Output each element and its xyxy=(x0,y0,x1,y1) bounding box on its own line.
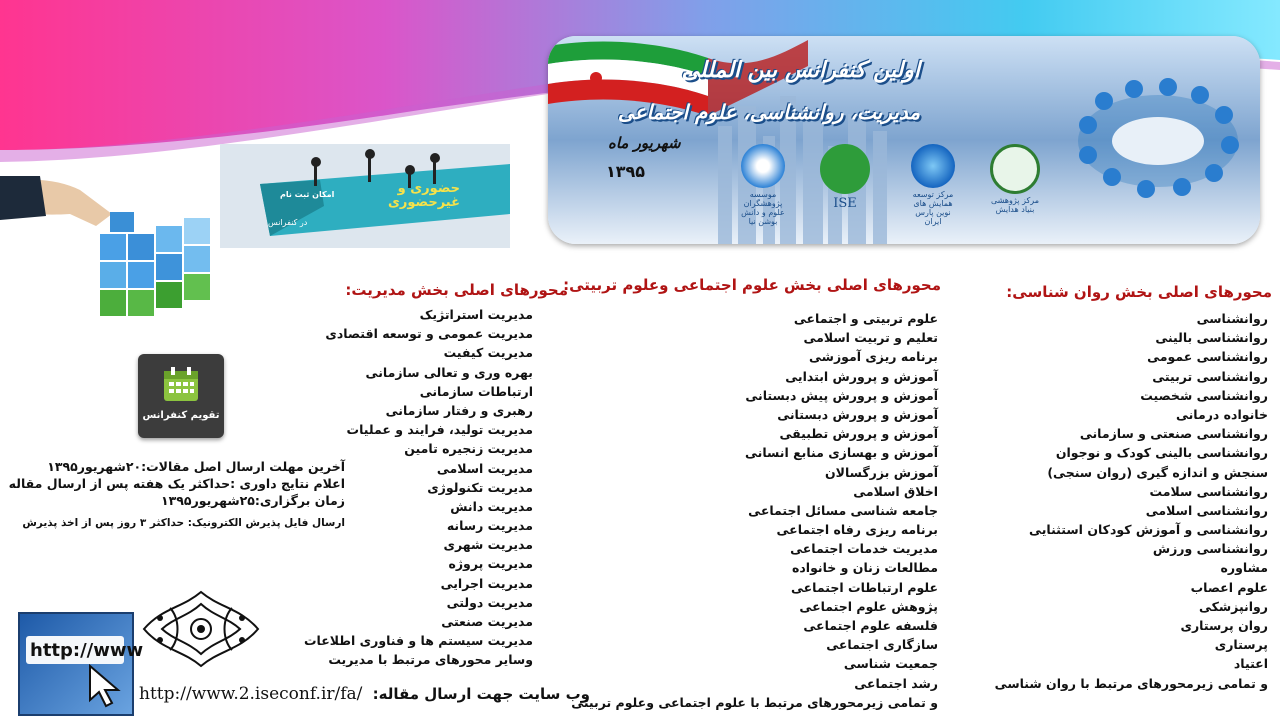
list-item: مدیریت صنعتی xyxy=(441,614,533,629)
list-item: روانپزشکی xyxy=(1198,598,1268,614)
psychology-topic-list xyxy=(995,309,1268,693)
conference-calendar-tile[interactable] xyxy=(138,354,224,438)
list-item: جامعه شناسی مسائل اجتماعی xyxy=(748,502,938,518)
ornament-image xyxy=(140,588,262,670)
list-item: رهبری و رفتار سازمانی xyxy=(385,402,533,418)
logo-hedayesh-text: مرکز پژوهشی بنیاد هدایش xyxy=(991,196,1039,214)
list-item: مدیریت تولید، فرایند و عملیات xyxy=(346,422,533,438)
flower-icon xyxy=(741,144,785,188)
sign-tail: در کنفرانس xyxy=(268,218,308,227)
logo-pars-text: مرکز توسعه همایش های نوین پارس ایران xyxy=(912,190,954,226)
list-item: روانشناسی ورزش xyxy=(1152,541,1268,557)
list-item: آموزش و پرورش دبستانی xyxy=(777,406,938,422)
sign-line1: حضوری xyxy=(410,181,460,196)
list-item: روانشناسی بالینی کودک و نوجوان xyxy=(1055,445,1268,461)
sign-line2: غیرحضوری xyxy=(387,195,460,210)
list-item: پرستاری xyxy=(1214,637,1268,653)
conference-title-line1: اولین کنفرانس بین المللی xyxy=(681,58,920,83)
hand-with-cubes-image xyxy=(0,176,215,328)
list-item: مدیریت دانش xyxy=(450,498,533,514)
list-item: مدیریت پروژه xyxy=(448,556,533,572)
list-item: علوم اعصاب xyxy=(1190,579,1268,595)
psychology-section-title: محورهای اصلی بخش روان شناسی: xyxy=(1006,283,1272,301)
sign-conj: و xyxy=(397,181,406,196)
list-item: رشد اجتماعی xyxy=(854,675,938,691)
review-text: اعلام نتایج داوری :حداکثر یک هفته پس از ارسال مقاله xyxy=(8,476,345,491)
list-item: مدیریت خدمات اجتماعی xyxy=(790,541,938,557)
list-item: علوم تربیتی و اجتماعی xyxy=(793,311,938,326)
list-item: مدیریت زنجیره تامین xyxy=(404,441,533,457)
list-item: مدیریت دولتی xyxy=(446,594,533,610)
list-item: روانشناسی اسلامی xyxy=(1145,502,1268,518)
list-item: مدیریت شهری xyxy=(443,537,533,553)
list-item: جمعیت شناسی xyxy=(843,656,938,672)
burst-icon xyxy=(911,144,955,188)
list-item: مدیریت استراتژیک xyxy=(419,307,533,322)
logo-institute-text: موسسه پژوهشگران علوم و دانش بوشن نیا xyxy=(741,190,785,226)
list-item: تعلیم و تربیت اسلامی xyxy=(803,330,938,346)
list-item: روانشناسی صنعتی و سازمانی xyxy=(1079,426,1268,442)
conference-month: شهریور ماه xyxy=(608,134,681,152)
list-item: برنامه ریزی رفاه اجتماعی xyxy=(776,522,938,538)
list-item: فلسفه علوم اجتماعی xyxy=(803,618,938,633)
ise-icon xyxy=(820,144,870,194)
globe-icon xyxy=(990,144,1040,194)
conference-year: ۱۳۹۵ xyxy=(606,162,646,181)
list-item: اخلاق اسلامی xyxy=(853,483,938,499)
list-item: مدیریت کیفیت xyxy=(443,345,533,361)
list-item: مدیریت اجرایی xyxy=(440,575,533,591)
list-item: آموزش و پرورش ابتدایی xyxy=(785,368,938,384)
list-item: مدیریت سیستم ها و فناوری اطلاعات xyxy=(303,633,533,649)
website-label: وب سایت جهت ارسال مقاله: xyxy=(372,685,590,703)
sign-note: امکان ثبت نام xyxy=(280,190,335,199)
list-item: اعتیاد xyxy=(1233,656,1268,672)
list-item: و تمامی زیرمحورهای مرتبط با علوم اجتماعی وعلوم تربیتی xyxy=(571,694,938,710)
logo-ise xyxy=(810,144,880,224)
list-item: روانشناسی بالینی xyxy=(1155,330,1268,346)
list-item: وسایر محورهای مرتبط با مدیریت xyxy=(328,652,533,668)
list-item: آموزش و پرورش تطبیقی xyxy=(779,426,938,442)
list-item: آموزش و بهسازی منابع انسانی xyxy=(745,445,938,461)
list-item: مدیریت اسلامی xyxy=(436,460,533,476)
list-item: روانشناسی شخصیت xyxy=(1140,387,1268,403)
calendar-label: تقویم کنفرانس xyxy=(142,410,220,421)
list-item: و تمامی زیرمحورهای مرتبط با روان شناسی xyxy=(994,675,1268,691)
logo-institute xyxy=(728,144,798,224)
list-item: سنجش و اندازه گیری (روان سنجی) xyxy=(1047,464,1268,480)
list-item: آموزش بزرگسالان xyxy=(825,464,938,480)
conference-banner xyxy=(548,36,1260,244)
cursor-icon xyxy=(86,664,126,708)
list-item: روانشناسی عمومی xyxy=(1147,349,1268,365)
deadline-text: آخرین مهلت ارسال اصل مقالات:۲۰شهریور۱۳۹۵ xyxy=(47,459,345,474)
list-item: بهره وری و تعالی سازمانی xyxy=(365,364,533,380)
list-item: مطالعات زنان و خانواده xyxy=(791,560,938,576)
list-item: مدیریت عمومی و توسعه اقتصادی xyxy=(325,326,533,342)
list-item: روان پرستاری xyxy=(1180,618,1268,633)
list-item: مشاوره xyxy=(1220,560,1268,576)
social-topic-list xyxy=(571,309,938,712)
list-item: مدیریت رسانه xyxy=(446,518,533,534)
list-item: خانواده درمانی xyxy=(1175,406,1268,422)
list-item: ارتباطات سازمانی xyxy=(419,383,533,399)
website-link[interactable]: http://www.2.iseconf.ir/fa/ xyxy=(139,684,363,704)
list-item: روانشناسی و آموزش کودکان استثنایی xyxy=(1029,522,1268,538)
list-item: سازگاری اجتماعی xyxy=(826,637,938,653)
list-item: روانشناسی سلامت xyxy=(1149,483,1268,499)
http-browser-image xyxy=(18,612,144,716)
list-item: روانشناسی تربیتی xyxy=(1152,368,1268,384)
logo-ise-text: ISE xyxy=(833,196,857,211)
logo-pars xyxy=(898,144,968,224)
list-item: برنامه ریزی آموزشی xyxy=(809,349,938,365)
event-date-text: زمان برگزاری:۲۵شهریور۱۳۹۵ xyxy=(161,493,345,508)
list-item: مدیریت تکنولوژی xyxy=(427,479,533,495)
management-section-title: محورهای اصلی بخش مدیریت: xyxy=(345,281,568,299)
list-item: پژوهش علوم اجتماعی xyxy=(799,598,938,614)
list-item: آموزش و پرورش پیش دبستانی xyxy=(745,387,938,403)
sign-text xyxy=(320,182,460,210)
e-receipt-text: ارسال فایل پذیرش الکترونیک: حداکثر ۳ روز پس از اخذ پذیرش xyxy=(22,517,345,529)
important-dates xyxy=(9,458,345,532)
list-item: علوم ارتباطات اجتماعی xyxy=(791,579,938,595)
http-text: http://www xyxy=(30,640,144,661)
conference-title-line2: مدیریت، روانشناسی، علوم اجتماعی xyxy=(617,100,920,124)
list-item: روانشناسی xyxy=(1196,311,1268,326)
social-section-title: محورهای اصلی بخش علوم اجتماعی وعلوم تربیتی: xyxy=(563,276,941,294)
logo-hedayesh xyxy=(980,144,1050,224)
calendar-icon xyxy=(162,366,200,404)
